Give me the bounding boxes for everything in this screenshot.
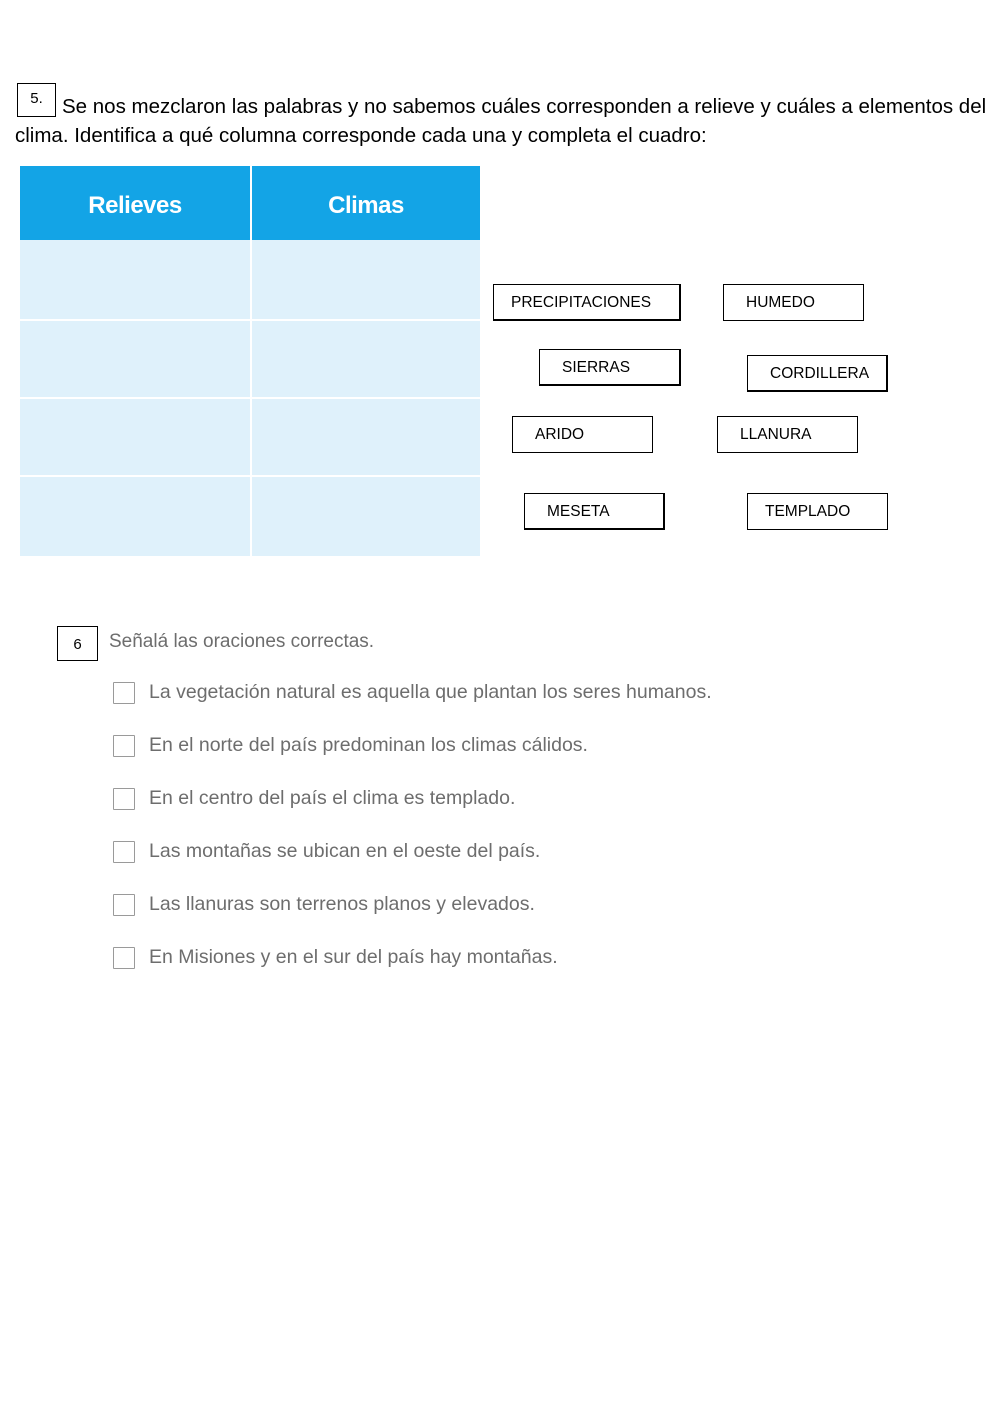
option-4-text: Las montañas se ubican en el oeste del país. [149, 840, 541, 862]
exercise-5-number: 5. [17, 83, 56, 117]
word-card-sierras[interactable]: SIERRAS [539, 349, 681, 386]
word-card-cordillera[interactable]: CORDILLERA [747, 355, 888, 392]
relieves-cell-2[interactable] [22, 321, 248, 396]
word-card-precipitaciones[interactable]: PRECIPITACIONES [493, 284, 681, 321]
classification-table [20, 166, 480, 556]
option-3-checkbox[interactable] [113, 788, 135, 810]
climas-cell-2[interactable] [253, 321, 479, 396]
option-5-checkbox[interactable] [113, 894, 135, 916]
option-6-text: En Misiones y en el sur del país hay montañas. [149, 946, 558, 968]
relieves-cell-3[interactable] [22, 399, 248, 474]
climas-cell-4[interactable] [253, 477, 479, 552]
option-3-text: En el centro del país el clima es templado. [149, 787, 516, 809]
word-card-templado[interactable]: TEMPLADO [747, 493, 888, 530]
option-4-checkbox[interactable] [113, 841, 135, 863]
option-2-text: En el norte del país predominan los climas cálidos. [149, 734, 588, 756]
climas-cell-3[interactable] [253, 399, 479, 474]
option-5-text: Las llanuras son terrenos planos y elevados. [149, 893, 535, 915]
option-2-checkbox[interactable] [113, 735, 135, 757]
exercise-6-number: 6 [57, 626, 98, 661]
option-6-checkbox[interactable] [113, 947, 135, 969]
exercise-5-instruction: Se nos mezclaron las palabras y no sabemos cuáles corresponden a relieve y cuáles a elementos del clima. Identifica a qué columna corresponde cada una y completa el cuadro: [15, 95, 987, 147]
climas-cell-1[interactable] [253, 242, 479, 317]
column-divider [250, 166, 252, 556]
header-relieves: Relieves [88, 192, 182, 219]
word-card-meseta[interactable]: MESETA [524, 493, 665, 530]
word-card-humedo[interactable]: HUMEDO [723, 284, 864, 321]
word-card-llanura[interactable]: LLANURA [717, 416, 858, 453]
exercise-6-title: Señalá las oraciones correctas. [109, 631, 375, 652]
option-1-text: La vegetación natural es aquella que plantan los seres humanos. [149, 681, 712, 703]
relieves-cell-1[interactable] [22, 242, 248, 317]
word-card-arido[interactable]: ARIDO [512, 416, 653, 453]
header-climas: Climas [328, 192, 404, 219]
option-1-checkbox[interactable] [113, 682, 135, 704]
relieves-cell-4[interactable] [22, 477, 248, 552]
